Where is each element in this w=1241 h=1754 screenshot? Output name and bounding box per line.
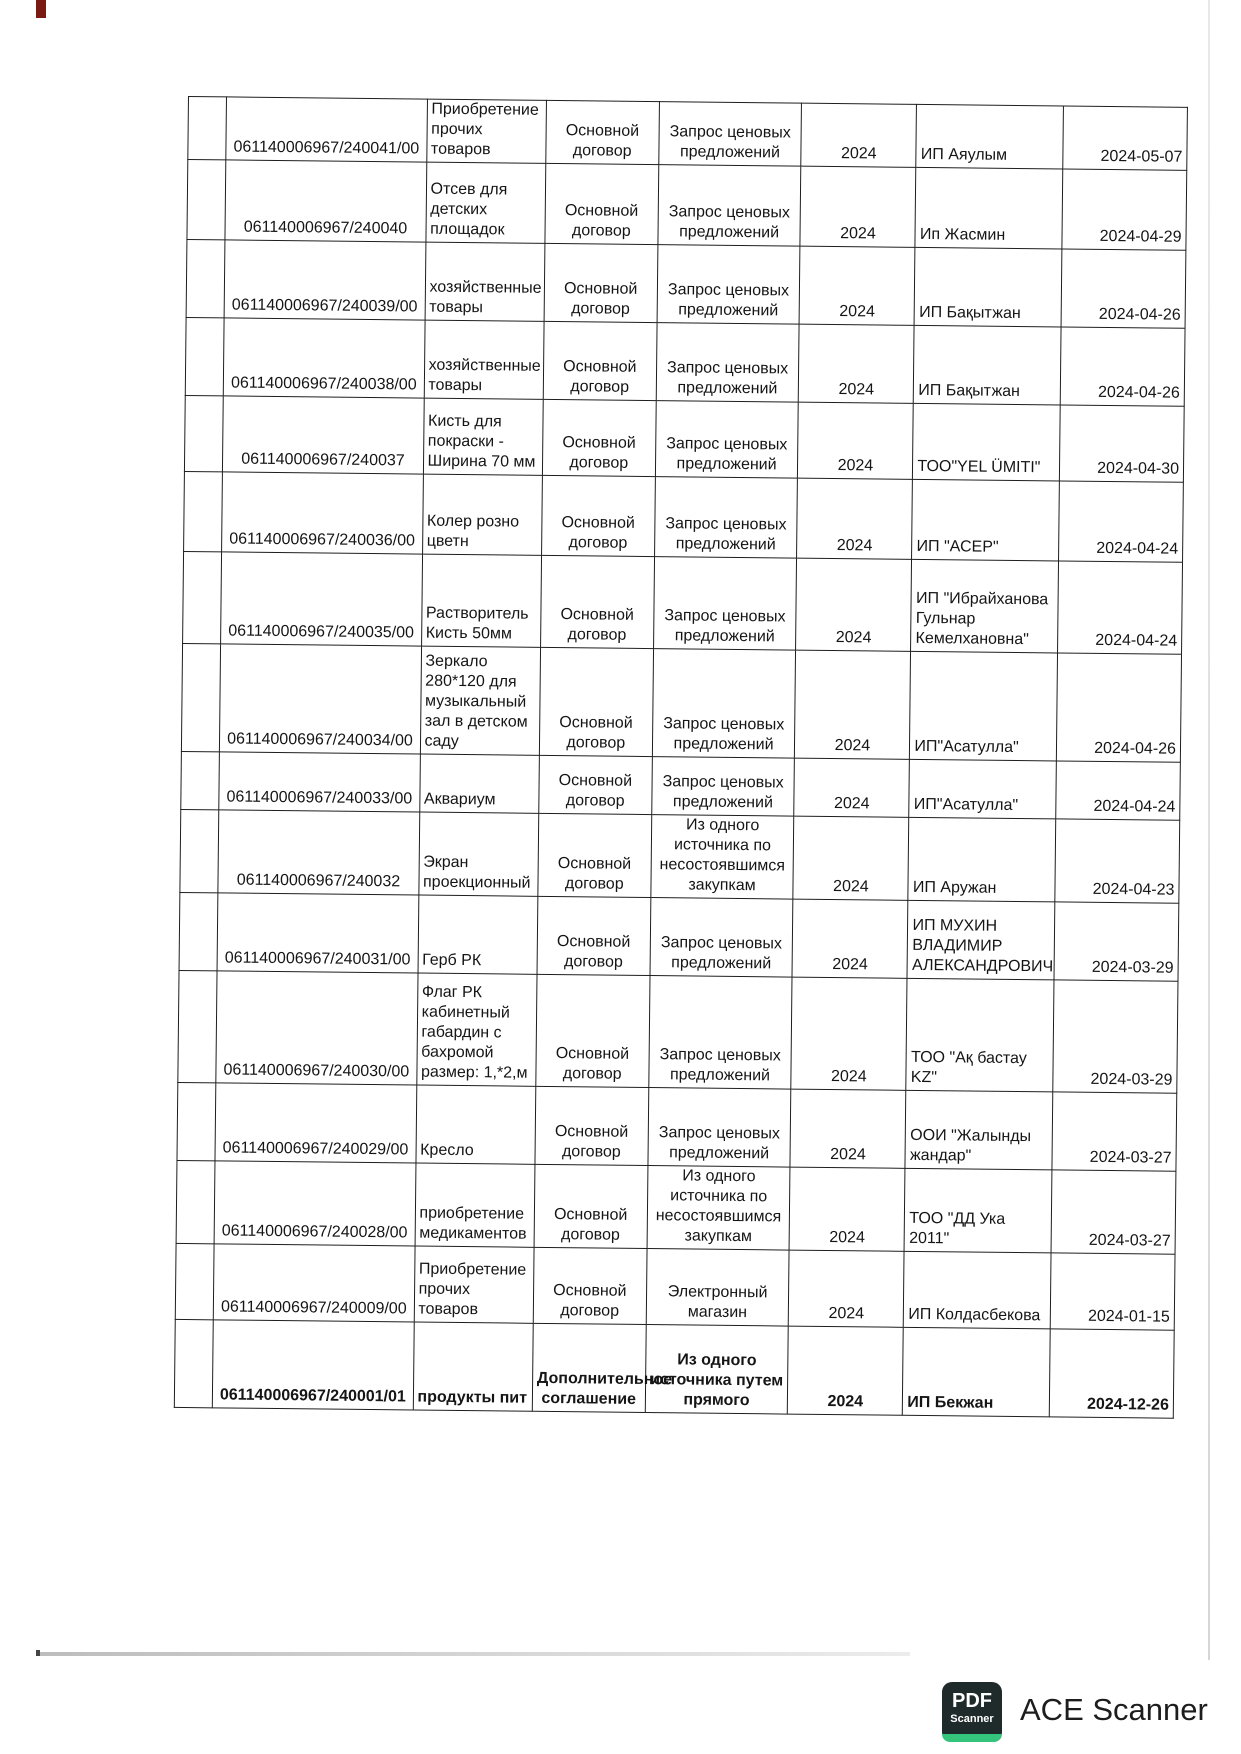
supplier-cell: ИП Колдасбекова: [904, 1251, 1052, 1329]
logo-main-text: PDF: [952, 1690, 992, 1712]
item-name-cell: Флаг РК кабинетный габардин с бахромой размер: 1,*2,м: [416, 973, 536, 1086]
scan-edge-mark: [36, 0, 46, 18]
procurement-method-cell: Из одного источника путем прямого: [645, 1325, 789, 1415]
procurement-method-cell: Запрос ценовых предложений: [657, 245, 801, 325]
supplier-cell: ИП"Асатулла": [909, 759, 1057, 819]
contract-code-cell: 061140006967/240034/00: [220, 644, 421, 754]
supplier-cell: ИП Бақытжан: [914, 325, 1062, 405]
contract-date-cell: 2024-04-26: [1061, 327, 1185, 406]
row-number-cell: [175, 1243, 214, 1319]
year-cell: 2024: [801, 103, 917, 167]
contracts-table: [174, 96, 1188, 1419]
procurement-method-cell: Запрос ценовых предложений: [658, 165, 802, 247]
contract-code-cell: 061140006967/240032: [218, 810, 419, 895]
contract-type-cell: Основной договор: [540, 555, 654, 648]
supplier-cell: ИП "Ибрайханова Гульнар Кемелхановна": [911, 559, 1059, 653]
procurement-method-cell: Запрос ценовых предложений: [656, 323, 800, 403]
contract-code-cell: 061140006967/240030/00: [216, 971, 417, 1085]
table-row: [179, 892, 1179, 981]
procurement-method-cell: Запрос ценовых предложений: [650, 898, 794, 978]
contracts-table-body: [174, 97, 1187, 1419]
page-edge-shadow: [1208, 0, 1210, 1660]
contract-type-cell: Основной договор: [546, 100, 660, 164]
row-number-cell: [188, 97, 227, 160]
table-row: [186, 239, 1186, 328]
year-cell: 2024: [789, 1167, 905, 1251]
year-cell: 2024: [792, 899, 908, 978]
year-cell: 2024: [796, 558, 912, 651]
table-row: [184, 395, 1184, 482]
contract-code-cell: 061140006967/240009/00: [214, 1244, 415, 1322]
logo-sub-text: Scanner: [950, 1713, 994, 1725]
row-number-cell: [176, 1160, 215, 1243]
contract-code-cell: 061140006967/240028/00: [214, 1161, 415, 1246]
row-number-cell: [174, 1319, 213, 1407]
procurement-method-cell: Запрос ценовых предложений: [648, 1088, 792, 1168]
table-row: [183, 551, 1183, 654]
contract-code-cell: 061140006967/240040: [225, 160, 426, 242]
contract-code-cell: 061140006967/240037: [223, 396, 424, 474]
contract-type-cell: Основной договор: [534, 1164, 648, 1248]
supplier-cell: ООИ "Жалынды жандар": [905, 1090, 1053, 1170]
contract-date-cell: 2024-03-29: [1053, 980, 1178, 1093]
year-cell: 2024: [789, 1250, 905, 1327]
row-number-cell: [183, 551, 222, 643]
contract-type-cell: Основной договор: [533, 1247, 647, 1324]
contract-date-cell: 2024-01-15: [1051, 1253, 1175, 1330]
contract-code-cell: 061140006967/240031/00: [217, 893, 418, 973]
contract-date-cell: 2024-04-30: [1060, 405, 1184, 482]
supplier-cell: ТОО"YEL ÜMITI": [913, 403, 1061, 481]
item-name-cell: хозяйственные товары: [424, 320, 544, 399]
supplier-cell: ИП Бекжан: [903, 1327, 1051, 1417]
contract-type-cell: Основной договор: [539, 647, 653, 756]
procurement-method-cell: Запрос ценовых предложений: [659, 102, 802, 167]
supplier-cell: ИП "АСЕР": [912, 479, 1060, 561]
item-name-cell: Кисть для покраски - Ширина 70 мм: [423, 398, 543, 475]
supplier-cell: ИП МУХИН ВЛАДИМИР АЛЕКСАНДРОВИЧ: [907, 900, 1055, 980]
contract-type-cell: Основной договор: [541, 475, 655, 556]
contract-date-cell: 2024-04-26: [1057, 653, 1182, 762]
table-row: [174, 1319, 1174, 1418]
year-cell: 2024: [790, 1089, 906, 1168]
app-watermark-name: ACE Scanner: [1020, 1692, 1208, 1727]
supplier-cell: ИП"Асатулла": [910, 651, 1058, 761]
contract-date-cell: 2024-05-07: [1063, 106, 1187, 170]
row-number-cell: [181, 751, 220, 809]
contract-type-cell: Основной договор: [545, 163, 659, 244]
year-cell: 2024: [798, 402, 914, 479]
year-cell: 2024: [797, 478, 913, 559]
contract-type-cell: Основной договор: [543, 321, 657, 400]
procurement-method-cell: Запрос ценовых предложений: [654, 477, 798, 559]
contract-type-cell: Основной договор: [538, 813, 652, 897]
supplier-cell: ИП Бақытжан: [914, 247, 1062, 327]
contract-date-cell: 2024-03-29: [1054, 902, 1178, 981]
row-number-cell: [177, 1082, 216, 1160]
procurement-method-cell: Запрос ценовых предложений: [653, 557, 797, 651]
contract-date-cell: 2024-04-26: [1061, 249, 1185, 328]
contract-date-cell: 2024-04-24: [1056, 761, 1180, 820]
contract-code-cell: 061140006967/240036/00: [222, 472, 423, 554]
procurement-method-cell: Запрос ценовых предложений: [655, 401, 799, 479]
procurement-method-cell: Запрос ценовых предложений: [649, 976, 793, 1090]
row-number-cell: [178, 970, 218, 1082]
supplier-cell: ТОО "Ақ бастау KZ": [906, 978, 1054, 1092]
contract-date-cell: 2024-04-24: [1058, 561, 1183, 654]
logo-accent-strip: [942, 1734, 1002, 1742]
table-row: [181, 643, 1181, 762]
year-cell: 2024: [788, 1326, 904, 1415]
contract-date-cell: 2024-03-27: [1051, 1170, 1175, 1254]
contract-type-cell: Основной договор: [542, 399, 656, 476]
contract-code-cell: 061140006967/240029/00: [215, 1083, 416, 1163]
item-name-cell: Аквариум: [419, 754, 539, 813]
year-cell: 2024: [799, 324, 915, 403]
contract-code-cell: 061140006967/240039/00: [224, 240, 425, 320]
contract-date-cell: 2024-04-23: [1055, 819, 1179, 903]
table-row: [176, 1160, 1176, 1254]
row-number-cell: [180, 809, 219, 892]
table-row: [177, 1082, 1177, 1171]
table-row: [180, 809, 1180, 903]
year-cell: 2024: [791, 977, 907, 1090]
year-cell: 2024: [793, 816, 909, 900]
contract-code-cell: 061140006967/240033/00: [219, 752, 420, 812]
contract-code-cell: 061140006967/240041/00: [226, 97, 427, 162]
pdf-scanner-logo-icon: [942, 1682, 1002, 1742]
item-name-cell: приобретение медикаментов: [415, 1163, 535, 1247]
year-cell: 2024: [794, 758, 910, 817]
contract-type-cell: Основной договор: [539, 755, 653, 814]
contract-date-cell: 2024-04-24: [1059, 481, 1183, 562]
item-name-cell: Экран проекционный: [418, 812, 538, 896]
contract-type-cell: Основной договор: [537, 896, 651, 975]
row-number-cell: [181, 643, 220, 751]
table-row: [175, 1243, 1175, 1330]
page-bottom-edge: [40, 1652, 910, 1656]
procurement-method-cell: Запрос ценовых предложений: [652, 649, 796, 759]
year-cell: 2024: [799, 246, 915, 325]
contract-date-cell: 2024-03-27: [1052, 1092, 1176, 1171]
contract-type-cell: Основной договор: [535, 1086, 649, 1165]
row-number-cell: [186, 239, 225, 317]
contract-type-cell: Основной договор: [536, 974, 650, 1087]
supplier-cell: ТОО "ДД Ука 2011": [904, 1168, 1052, 1253]
row-number-cell: [184, 471, 223, 551]
item-name-cell: Приобретение прочих товаров: [426, 99, 546, 163]
year-cell: 2024: [795, 650, 911, 759]
procurement-method-cell: Из одного источника по несостоявшимся закупкам: [647, 1166, 791, 1251]
item-name-cell: Колер розно цветн: [422, 474, 542, 555]
item-name-cell: Герб РК: [418, 895, 538, 974]
table-row: [181, 751, 1181, 820]
item-name-cell: Кресло: [416, 1085, 536, 1164]
table-row: [187, 160, 1187, 251]
item-name-cell: хозяйственные товары: [425, 242, 545, 321]
item-name-cell: продукты пит: [413, 1322, 533, 1411]
row-number-cell: [187, 160, 226, 240]
procurement-method-cell: Запрос ценовых предложений: [651, 757, 794, 817]
table-row: [178, 970, 1178, 1093]
contract-code-cell: 061140006967/240001/01: [213, 1320, 414, 1410]
item-name-cell: Растворитель Кисть 50мм: [421, 554, 541, 647]
row-number-cell: [179, 892, 218, 970]
supplier-cell: Ип Жасмин: [915, 167, 1063, 249]
row-number-cell: [184, 395, 223, 471]
scan-corner-mark: [36, 1650, 40, 1656]
contract-code-cell: 061140006967/240038/00: [224, 318, 425, 398]
table-row: [184, 471, 1184, 562]
contract-type-cell: Дополнительное соглашение: [532, 1323, 646, 1412]
item-name-cell: Зеркало 280*120 для музыкальный зал в детском саду: [420, 646, 540, 755]
contract-date-cell: 2024-04-29: [1062, 169, 1186, 250]
contract-code-cell: 061140006967/240035/00: [221, 552, 422, 646]
procurement-method-cell: Из одного источника по несостоявшимся закупкам: [651, 815, 795, 900]
contract-date-cell: 2024-12-26: [1050, 1329, 1175, 1418]
contract-type-cell: Основной договор: [544, 243, 658, 322]
item-name-cell: Приобретение прочих товаров: [414, 1246, 534, 1323]
table-row: [188, 97, 1188, 171]
supplier-cell: ИП Аружан: [908, 817, 1056, 902]
year-cell: 2024: [800, 166, 916, 247]
item-name-cell: Отсев для детских площадок: [425, 162, 545, 243]
supplier-cell: ИП Аяулым: [916, 104, 1064, 169]
procurement-method-cell: Электронный магазин: [646, 1249, 790, 1327]
row-number-cell: [185, 317, 224, 395]
table-row: [185, 317, 1185, 406]
